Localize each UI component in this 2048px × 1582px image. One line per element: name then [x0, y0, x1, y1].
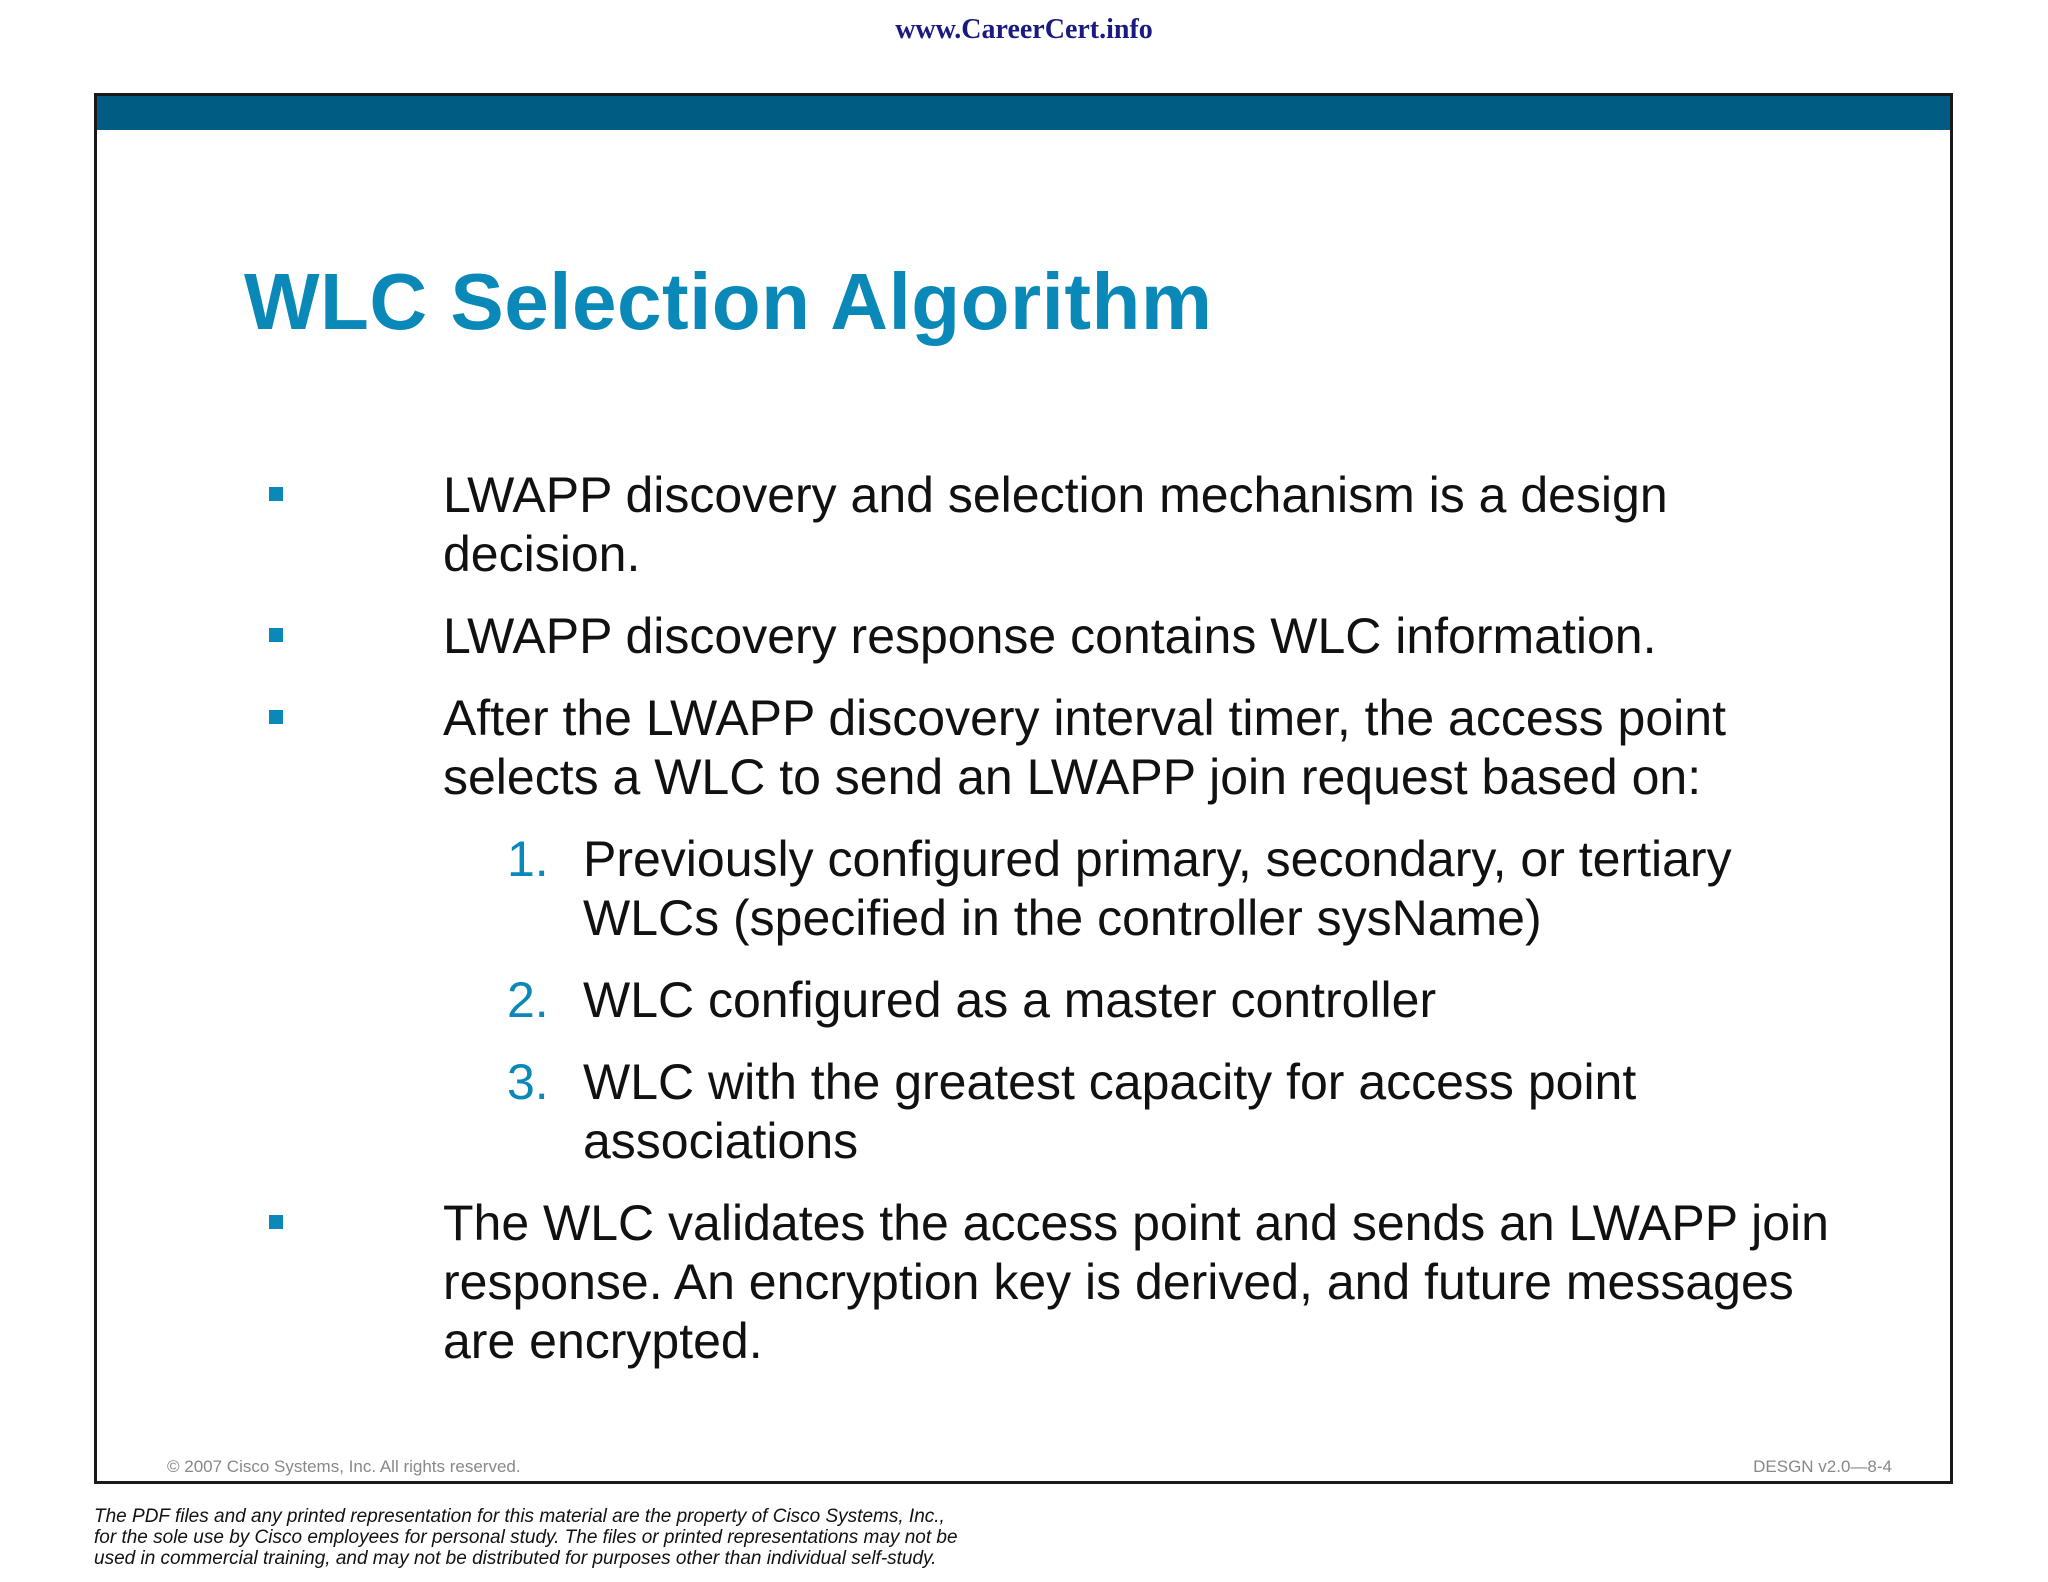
- bullet-item: [269, 1194, 1829, 1371]
- copyright-notice: © 2007 Cisco Systems, Inc. All rights reserved.: [167, 1457, 521, 1476]
- slide-title: WLC Selection Algorithm: [244, 257, 1213, 346]
- bullet-text: LWAPP discovery response contains WLC information.: [443, 608, 1657, 664]
- disclaimer-line: used in commercial training, and may not be distributed for purposes other than individual self-study.: [94, 1548, 937, 1569]
- item-number: 1.: [507, 831, 549, 887]
- slide-code: DESGN v2.0—8-4: [1753, 1457, 1892, 1476]
- bullet-text: The WLC validates the access point and sends an LWAPP join response. An encryption key is derived, and future messages are encrypted.: [443, 1195, 1829, 1369]
- bullet-item: [269, 689, 1829, 1171]
- square-bullet-icon: [269, 710, 283, 724]
- disclaimer-line: The PDF files and any printed representation for this material are the property of Cisco Systems, Inc.,: [94, 1506, 945, 1527]
- numbered-sub-list: [443, 830, 1829, 1171]
- bullet-list: [269, 466, 1829, 1394]
- slide: [94, 93, 1953, 1484]
- item-text: WLC configured as a master controller: [583, 972, 1437, 1028]
- disclaimer: [94, 1506, 1194, 1569]
- square-bullet-icon: [269, 628, 283, 642]
- numbered-item: [443, 1053, 1829, 1171]
- item-text: Previously configured primary, secondary, or tertiary WLCs (specified in the controller sysName): [583, 831, 1732, 946]
- disclaimer-line: for the sole use by Cisco employees for personal study. The files or printed representations may not be: [94, 1527, 958, 1548]
- slide-header-bar: [97, 96, 1950, 130]
- bullet-text: After the LWAPP discovery interval timer, the access point selects a WLC to send an LWAPP join request based on:: [443, 690, 1726, 805]
- numbered-item: [443, 830, 1829, 948]
- site-url: www.CareerCert.info: [895, 14, 1153, 45]
- bullet-item: [269, 466, 1829, 584]
- numbered-item: [443, 971, 1829, 1030]
- bullet-text: LWAPP discovery and selection mechanism is a design decision.: [443, 467, 1668, 582]
- bullet-item: [269, 607, 1829, 666]
- item-text: WLC with the greatest capacity for access point associations: [583, 1054, 1637, 1169]
- item-number: 3.: [507, 1054, 549, 1110]
- square-bullet-icon: [269, 487, 283, 501]
- item-number: 2.: [507, 972, 549, 1028]
- square-bullet-icon: [269, 1215, 283, 1229]
